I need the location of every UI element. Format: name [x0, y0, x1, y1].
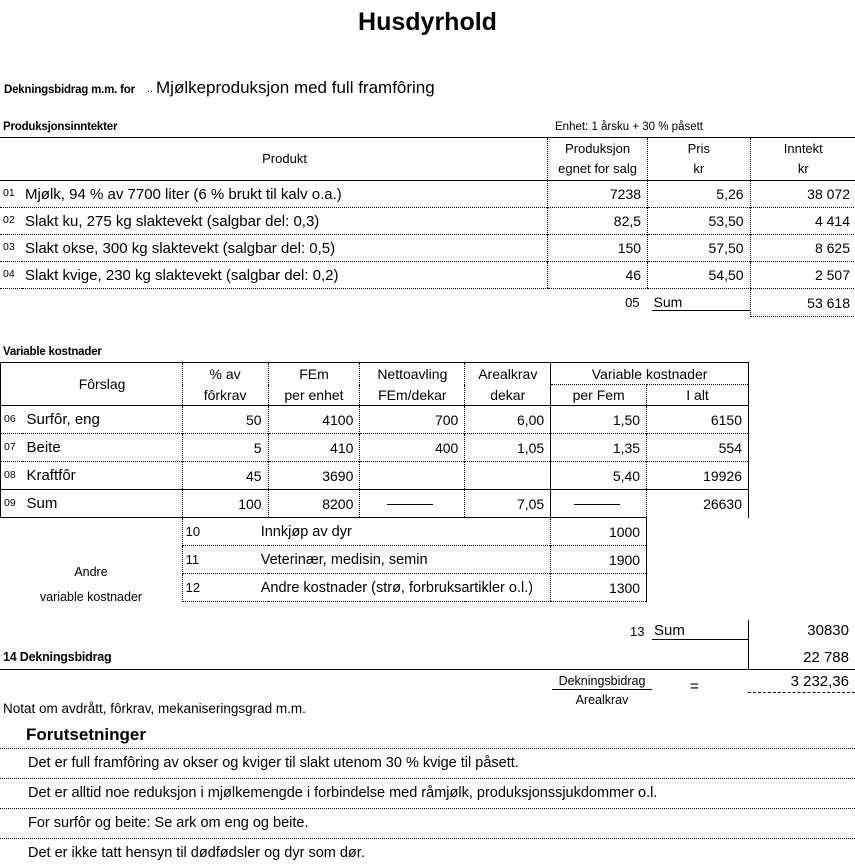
- other-costs-text[interactable]: Innkjøp av dyr: [260, 523, 352, 540]
- costs-header-fem-line1: FEm: [268, 363, 360, 385]
- notes-label: Notat om avdrått, fôrkrav, mekaniseringsgrad m.m.: [3, 701, 306, 716]
- costs-row-area: 6,00: [465, 406, 551, 434]
- costs-row-fem: 410: [268, 434, 360, 462]
- costs-section-caption: Variable kostnader: [3, 346, 102, 358]
- income-section-caption: Produksjonsinntekter: [3, 121, 118, 133]
- costs-sum-yield: [360, 490, 465, 518]
- income-sum-spacer-b: [22, 289, 548, 317]
- costs-sum-number: 09: [1, 490, 23, 518]
- costs-row-total: 19926: [647, 462, 749, 490]
- unit-note: Enhet: 1 årsku + 30 % påsett: [555, 121, 703, 133]
- other-costs-number: 12: [185, 579, 201, 595]
- costs-sum-fem: 8200: [268, 490, 360, 518]
- table-row: [0, 235, 855, 262]
- costs-grand-sum-number: 13: [630, 624, 645, 639]
- income-row-price[interactable]: 57,50: [648, 235, 751, 262]
- income-header-production: [548, 138, 648, 181]
- margin-horizontal-rule: [0, 669, 855, 670]
- assumption-text[interactable]: For surfôr og beite: Se ark om eng og beite.: [0, 808, 855, 838]
- costs-row-total: 6150: [647, 406, 749, 434]
- costs-row-area: [465, 462, 551, 490]
- costs-row-fem: 3690: [268, 462, 360, 490]
- margin-vertical-rule: [748, 620, 749, 669]
- costs-row-fem: 4100: [268, 406, 360, 434]
- ratio-equals-sign: =: [690, 678, 699, 695]
- costs-sum-label: Sum: [22, 490, 182, 518]
- costs-sum-row: [1, 490, 749, 518]
- costs-sum-total: 26630: [647, 490, 749, 518]
- costs-row-feed[interactable]: Beite: [22, 434, 182, 462]
- income-row-price[interactable]: 5,26: [648, 181, 751, 208]
- costs-row-per-fem[interactable]: 5,40: [551, 462, 647, 490]
- costs-header-pct-line1: % av: [182, 363, 268, 385]
- other-costs-cell-1: [182, 518, 551, 546]
- table-row: [0, 262, 855, 289]
- income-sum-label-cell: [648, 289, 751, 317]
- ratio-denominator: Arealkrav: [575, 693, 629, 707]
- costs-header-yield-line2: FEm/dekar: [360, 385, 465, 406]
- income-header-row: [0, 138, 855, 181]
- income-table: [0, 137, 855, 317]
- table-row: [1, 462, 749, 490]
- margin-row: [0, 648, 855, 672]
- income-header-production-line1: Produksjon: [565, 141, 631, 156]
- income-row-product[interactable]: Slakt okse, 300 kg slaktevekt (salgbar del: 0,5): [22, 235, 548, 262]
- other-costs-cell-3: [182, 574, 551, 602]
- subtitle-dots: ..: [146, 83, 153, 95]
- costs-grand-sum-label: Sum: [652, 622, 748, 640]
- list-item: [0, 778, 855, 808]
- costs-row-yield[interactable]: 400: [360, 434, 465, 462]
- income-header-revenue-line1: Inntekt: [783, 141, 823, 156]
- costs-row-yield[interactable]: [360, 462, 465, 490]
- costs-row-area: 1,05: [465, 434, 551, 462]
- costs-header-area-line2: dekar: [465, 385, 551, 406]
- assumption-text[interactable]: Det er alltid noe reduksjon i mjølkemengde i forbindelse med råmjølk, produksjonssjukdommer o.l.: [0, 778, 855, 808]
- income-header-price: [648, 138, 751, 181]
- other-costs-value[interactable]: 1000: [551, 518, 647, 546]
- costs-header-varcost-group: Variable kostnader: [551, 363, 749, 385]
- costs-row-feed[interactable]: Kraftfôr: [22, 462, 182, 490]
- costs-grand-sum-row: [0, 620, 855, 647]
- costs-header-per-fem: per Fem: [551, 385, 647, 406]
- income-row-production[interactable]: 150: [548, 235, 648, 262]
- income-row-price[interactable]: 54,50: [648, 262, 751, 289]
- subtitle-row: [4, 78, 435, 98]
- list-item: [0, 808, 855, 838]
- costs-row-pct[interactable]: 5: [182, 434, 268, 462]
- income-header-revenue: [750, 138, 855, 181]
- income-row-revenue: 8 625: [750, 235, 855, 262]
- income-row-number: 01: [0, 181, 22, 208]
- income-header-product: Produkt: [22, 138, 548, 181]
- income-header-price-line2: kr: [693, 161, 705, 176]
- costs-row-pct[interactable]: 50: [182, 406, 268, 434]
- costs-row-per-fem[interactable]: 1,35: [551, 434, 647, 462]
- other-variable-costs-label: [0, 560, 182, 610]
- income-row-product[interactable]: Mjølk, 94 % av 7700 liter (6 % brukt til kalv o.a.): [22, 181, 548, 208]
- assumptions-heading: Forutsetninger: [0, 722, 855, 748]
- costs-header-spacer: [1, 363, 23, 406]
- costs-row-number: 08: [1, 462, 23, 490]
- income-header-spacer: [0, 138, 22, 181]
- income-row-production[interactable]: 46: [548, 262, 648, 289]
- subtitle-value[interactable]: Mjølkeproduksjon med full framfôring: [156, 78, 435, 97]
- income-sum-spacer-a: [0, 289, 22, 317]
- margin-label: 14 Dekningsbidrag: [3, 650, 112, 664]
- costs-header-fem-line2: per enhet: [268, 385, 360, 406]
- costs-row-number: 06: [1, 406, 23, 434]
- income-sum-number: 05: [625, 295, 640, 311]
- other-costs-value[interactable]: 1900: [551, 546, 647, 574]
- dash-placeholder-icon: [574, 504, 620, 505]
- income-row-production[interactable]: 7238: [548, 181, 648, 208]
- income-row-production[interactable]: 82,5: [548, 208, 648, 235]
- table-row: [1, 518, 749, 546]
- assumption-text[interactable]: Det er ikke tatt hensyn til dødfødsler og dyr som dør.: [0, 838, 855, 867]
- table-row: [0, 208, 855, 235]
- income-row-number: 02: [0, 208, 22, 235]
- other-costs-number: 10: [185, 523, 201, 539]
- income-row-number: 04: [0, 262, 22, 289]
- income-row-product[interactable]: Slakt kvige, 230 kg slaktevekt (salgbar del: 0,2): [22, 262, 548, 289]
- costs-header-row-1: [1, 363, 749, 385]
- dash-placeholder-icon: [387, 504, 433, 505]
- income-row-revenue: 2 507: [750, 262, 855, 289]
- other-costs-text[interactable]: Veterinær, medisin, semin: [260, 551, 428, 568]
- income-row-revenue: 38 072: [750, 181, 855, 208]
- ratio-numerator: Dekningsbidrag: [552, 674, 652, 690]
- assumptions-heading-row: [0, 722, 855, 748]
- ratio-value: 3 232,36: [748, 673, 855, 693]
- other-variable-costs-label-line2: variable kostnader: [39, 590, 143, 604]
- income-sum-label: Sum: [652, 294, 750, 311]
- subtitle-label: Dekningsbidrag m.m. for: [4, 84, 135, 96]
- costs-grand-sum-value: 30830: [807, 622, 849, 639]
- costs-row-pct[interactable]: 45: [182, 462, 268, 490]
- table-row: [0, 181, 855, 208]
- costs-row-feed[interactable]: Surfôr, eng: [22, 406, 182, 434]
- costs-header-total: I alt: [647, 385, 749, 406]
- table-row: [1, 434, 749, 462]
- costs-row-per-fem[interactable]: 1,50: [551, 406, 647, 434]
- income-sum-row: [0, 289, 855, 317]
- income-row-price[interactable]: 53,50: [648, 208, 751, 235]
- list-item: [0, 838, 855, 867]
- costs-row-number: 07: [1, 434, 23, 462]
- costs-row-total: 554: [647, 434, 749, 462]
- costs-header-area-line1: Arealkrav: [465, 363, 551, 385]
- costs-header-yield-line1: Nettoavling: [360, 363, 465, 385]
- costs-sum-pct: 100: [182, 490, 268, 518]
- costs-header-pct-line2: fôrkrav: [182, 385, 268, 406]
- income-row-revenue: 4 414: [750, 208, 855, 235]
- assumptions-table: [0, 722, 855, 867]
- costs-header-feed: Fôrslag: [22, 363, 182, 406]
- assumption-text[interactable]: Det er full framfôring av okser og kviger til slakt utenom 30 % kvige til påsett.: [0, 748, 855, 778]
- table-row: [1, 406, 749, 434]
- income-row-product[interactable]: Slakt ku, 275 kg slaktevekt (salgbar del: 0,3): [22, 208, 548, 235]
- page-title: Husdyrhold: [358, 8, 497, 36]
- income-header-production-line2: egnet for salg: [558, 161, 637, 176]
- other-costs-value[interactable]: 1300: [551, 574, 647, 602]
- other-costs-number: 11: [185, 551, 200, 567]
- other-costs-label-area-1: [1, 518, 183, 546]
- list-item: [0, 748, 855, 778]
- income-header-price-line1: Pris: [687, 141, 710, 156]
- costs-sum-area: 7,05: [465, 490, 551, 518]
- margin-value: 22 788: [803, 649, 849, 666]
- income-header-revenue-line2: kr: [797, 161, 809, 176]
- other-costs-text[interactable]: Andre kostnader (strø, forbruksartikler o.l.): [260, 579, 534, 596]
- costs-row-yield[interactable]: 700: [360, 406, 465, 434]
- costs-sum-per-fem: [551, 490, 647, 518]
- other-variable-costs-label-line1: Andre: [74, 565, 108, 579]
- other-costs-cell-2: [182, 546, 551, 574]
- income-row-number: 03: [0, 235, 22, 262]
- income-sum-value: 53 618: [750, 289, 855, 317]
